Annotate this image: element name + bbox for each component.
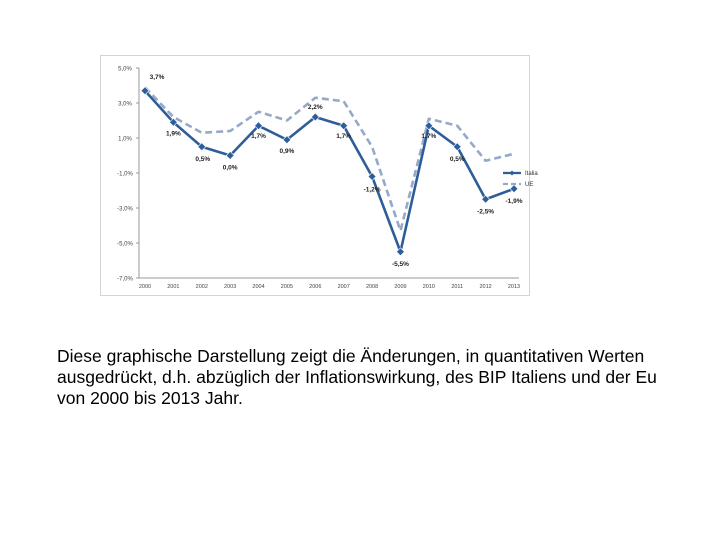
data-label-italia: -1,9%: [505, 197, 523, 205]
data-label-italia: 0,0%: [222, 164, 238, 172]
x-tick-label: 2005: [280, 284, 294, 290]
x-tick-label: 2006: [309, 284, 322, 290]
y-tick-label: -1,0%: [117, 171, 133, 178]
x-tick-label: 2004: [252, 284, 265, 290]
data-label-italia: 1,7%: [421, 132, 437, 140]
x-tick-label: 2010: [422, 284, 435, 290]
y-tick-label: 3,0%: [118, 101, 132, 108]
x-tick-label: 2013: [507, 284, 521, 290]
data-point-italia: [510, 185, 518, 193]
y-tick-label: -7,0%: [117, 276, 133, 283]
x-tick-label: 2008: [365, 284, 379, 290]
legend-label-ue: UE: [525, 182, 534, 188]
x-tick-label: 2007: [337, 284, 350, 290]
data-label-italia: 0,5%: [449, 155, 465, 163]
data-label-italia: 0,9%: [279, 147, 295, 155]
data-label-italia: 2,2%: [307, 104, 323, 111]
y-tick-label: -3,0%: [117, 206, 133, 213]
data-label-italia: -1,2%: [363, 186, 381, 194]
data-label-italia: 0,5%: [195, 155, 211, 163]
legend-marker-italia: [510, 171, 515, 176]
x-tick-label: 2011: [451, 284, 464, 290]
x-tick-label: 2000: [138, 284, 152, 290]
legend-label-italia: Italia: [525, 171, 538, 177]
data-label-italia: -5,5%: [391, 260, 409, 268]
x-tick-label: 2009: [394, 284, 407, 290]
chart-panel: [100, 55, 538, 296]
gdp-line-chart: [101, 56, 538, 297]
data-label-italia: 3,7%: [149, 73, 165, 81]
data-label-italia: -2,5%: [477, 208, 495, 216]
y-tick-label: 5,0%: [118, 66, 132, 73]
data-label-italia: 1,7%: [336, 132, 352, 140]
data-label-italia: 1,7%: [251, 132, 266, 140]
data-label-italia: 1,9%: [165, 130, 181, 138]
x-tick-label: 2002: [195, 284, 208, 290]
x-tick-label: 2001: [167, 284, 180, 290]
series-line-italia: [145, 91, 514, 252]
x-tick-label: 2003: [224, 284, 237, 290]
x-tick-label: 2012: [479, 284, 492, 290]
y-tick-label: -5,0%: [117, 241, 133, 248]
data-point-italia: [396, 248, 404, 256]
chart-caption: Diese graphische Darstellung zeigt die Änderungen, in quantitativen Werten ausgedrückt, d.h. abzüglich der Inflationswirkung, des BIP Italiens und der Eu von 2000 bis 2013 Jahr.: [57, 346, 657, 408]
y-tick-label: 1,0%: [118, 136, 132, 143]
